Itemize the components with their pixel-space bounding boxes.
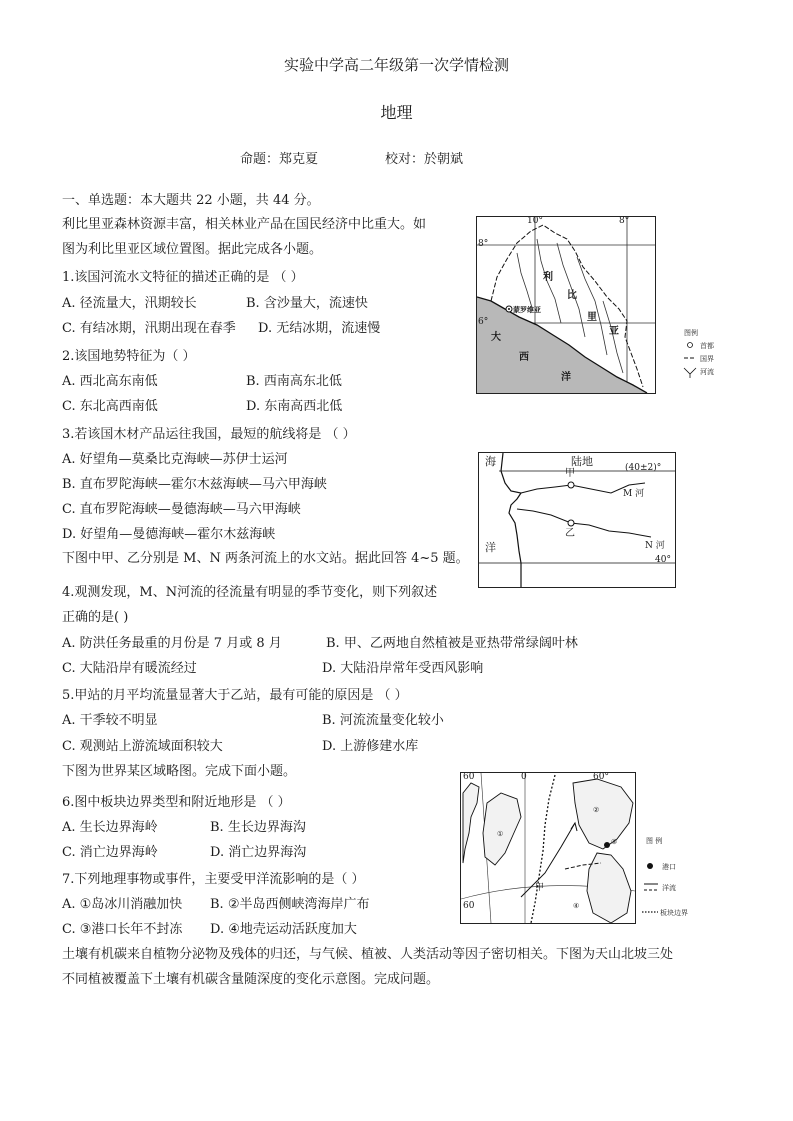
lat-label-40: 40°	[655, 555, 671, 565]
q2-option-c: C. 东北高西南低	[62, 399, 158, 414]
intro-soil-line1: 土壤有机碳来自植物分泌物及残体的归还，与气候、植被、人类活动等因子密切相关。下图为天山北坡三处	[62, 947, 674, 962]
q2-option-d: D. 东南高西北低	[246, 399, 343, 414]
q6-option-b: B. 生长边界海沟	[210, 820, 306, 835]
subject-title: 地理	[380, 103, 413, 122]
legend3-port-symbol	[647, 863, 653, 869]
q4-option-d: D. 大陆沿岸常年受西风影响	[322, 661, 484, 676]
liberia-map-legend	[656, 320, 726, 392]
q1-option-c: C. 有结冰期，汛期出现在春季	[62, 321, 236, 336]
capital-marker-dot	[508, 308, 510, 310]
lat-label-60: 60	[463, 901, 475, 911]
land-label: 陆地	[571, 455, 593, 468]
landmass-west	[463, 783, 479, 863]
q3-option-c: C. 直布罗陀海峡—曼德海峡—马六甲海峡	[62, 502, 301, 517]
lon-label-60w: 60	[463, 772, 475, 782]
mark-4: ④	[573, 902, 580, 910]
legend-river-label: 河流	[700, 368, 714, 376]
legend-river-symbol	[684, 368, 696, 378]
river	[603, 301, 623, 373]
ocean-char-3: 洋	[561, 372, 571, 383]
mark-1: ①	[497, 830, 504, 838]
exam-title: 实验中学高二年级第一次学情检测	[283, 56, 509, 74]
legend-border-label: 国界	[700, 355, 714, 363]
m-river-label: M 河	[623, 489, 645, 499]
legend-capital-symbol	[688, 343, 693, 348]
question-4-stem-line1: 4.观测发现，M、N河流的径流量有明显的季节变化，则下列叙述	[62, 585, 438, 600]
lon-label-10: 10°	[527, 216, 543, 226]
country-char-2: 比	[567, 290, 577, 301]
intro-liberia-line2: 图为利比里亚区域位置图。据此完成各小题。	[62, 242, 323, 257]
ocean-char-1: 大	[491, 332, 501, 343]
peninsula-2	[573, 779, 633, 849]
lat-label-6: 6°	[478, 317, 489, 327]
n-river	[517, 509, 651, 537]
coastline	[501, 453, 521, 587]
country-char-1: 利	[543, 272, 553, 283]
q3-option-d: D. 好望角—曼德海峡—霍尔木兹海峡	[62, 527, 276, 542]
question-4-stem-line2: 正确的是( )	[62, 610, 129, 625]
legend3-current-label: 洋流	[662, 884, 676, 892]
q5-option-b: B. 河流流量变化较小	[322, 713, 444, 728]
lon-label-60e: 60°	[593, 772, 609, 782]
q4-option-a: A. 防洪任务最重的月份是 7 月或 8 月	[62, 636, 282, 651]
q4-option-c: C. 大陆沿岸有暖流经过	[62, 661, 197, 676]
section-heading: 一、单选题：本大题共 22 小题，共 44 分。	[62, 193, 320, 208]
river	[517, 253, 533, 311]
port-marker	[604, 842, 610, 848]
station-yi-label: 乙	[565, 528, 575, 539]
q4-option-b: B. 甲、乙两地自然植被是亚热带常绿阔叶林	[326, 636, 578, 651]
station-jia-marker	[568, 482, 574, 488]
lat-label-8: 8°	[478, 239, 489, 249]
legend-capital-label: 首都	[700, 342, 714, 350]
legend3-title: 图 例	[646, 837, 663, 845]
legend-symbols	[656, 320, 726, 392]
q3-option-b: B. 直布罗陀海峡—霍尔木兹海峡—马六甲海峡	[62, 477, 327, 492]
intro-world-region: 下图为世界某区域略图。完成下面小题。	[62, 764, 297, 779]
question-2-stem: 2.该国地势特征为（ ）	[62, 349, 196, 364]
q5-option-d: D. 上游修建水库	[322, 739, 419, 754]
q3-option-a: A. 好望角—莫桑比克海峡—苏伊士运河	[62, 452, 288, 467]
question-3-stem: 3.若该国木材产品运往我国，最短的航线将是 （ ）	[62, 427, 356, 442]
liberia-map	[476, 216, 656, 394]
landmass-east	[587, 853, 631, 923]
question-5-stem: 5.甲站的月平均流量显著大于乙站，最有可能的原因是 （ ）	[62, 688, 408, 703]
liberia-map-drawing	[477, 217, 655, 393]
world-map-legend	[640, 836, 700, 922]
intro-liberia-line1: 利比里亚森林资源丰富，相关林业产品在国民经济中比重大。如	[62, 217, 427, 232]
lon-label-8: 8°	[619, 216, 630, 226]
river-stations-map	[478, 452, 676, 588]
question-7-stem: 7.下列地理事物或事件，主要受甲洋流影响的是（ ）	[62, 872, 365, 887]
current-jia-arrow	[571, 823, 577, 831]
question-6-stem: 6.图中板块边界类型和附近地形是 （ ）	[62, 795, 291, 810]
q1-option-a: A. 径流量大，汛期较长	[62, 296, 197, 311]
mark-2: ②	[593, 806, 600, 814]
question-1-stem: 1.该国河流水文特征的描述正确的是 （ ）	[62, 270, 304, 285]
q1-option-b: B. 含沙量大，流速快	[246, 296, 368, 311]
country-char-3: 里	[587, 312, 597, 323]
intro-soil-line2: 不同植被覆盖下土壤有机碳含量随深度的变化示意图。完成问题。	[62, 972, 440, 987]
q6-option-c: C. 消亡边界海岭	[62, 845, 158, 860]
reviewer-line: 校对：於朝斌	[385, 152, 464, 167]
river	[577, 257, 607, 355]
plate-boundary	[531, 775, 555, 923]
capital-label: 蒙罗维亚	[513, 305, 541, 314]
river-map-drawing	[479, 453, 675, 587]
legend3-port-label: 港口	[662, 863, 676, 871]
current-jia-label: 甲	[535, 883, 545, 893]
lat-label-40-plus: (40±2)°	[625, 463, 662, 473]
q7-option-b: B. ②半岛西侧峡湾海岸广布	[210, 897, 370, 912]
ocean-char-2: 西	[519, 352, 529, 363]
country-char-4: 亚	[609, 326, 619, 337]
q2-option-a: A. 西北高东南低	[62, 374, 158, 389]
station-jia-label: 甲	[565, 468, 575, 479]
station-yi-marker	[568, 520, 574, 526]
q5-option-a: A. 干季较不明显	[62, 713, 158, 728]
legend-title: 图例	[684, 329, 698, 337]
author-line: 命题：郑克夏	[240, 152, 319, 167]
q6-option-a: A. 生长边界海岭	[62, 820, 158, 835]
n-river-label: N 河	[645, 541, 665, 551]
q7-option-a: A. ①岛冰川消融加快	[62, 897, 183, 912]
lon-label-0: 0	[521, 772, 527, 782]
q2-option-b: B. 西南高东北低	[246, 374, 342, 389]
q7-option-d: D. ④地壳运动活跃度加大	[210, 922, 357, 937]
q5-option-c: C. 观测站上游流域面积较大	[62, 739, 223, 754]
world-region-drawing	[461, 773, 635, 923]
legend3-boundary-label: 板块边界	[660, 909, 688, 917]
ocean-label: 洋	[485, 541, 496, 554]
q7-option-c: C. ③港口长年不封冻	[62, 922, 183, 937]
mark-3: ③	[611, 838, 618, 846]
sea-label: 海	[485, 455, 496, 468]
world-region-map	[460, 772, 636, 924]
q1-option-d: D. 无结冰期，流速慢	[258, 321, 381, 336]
q6-option-d: D. 消亡边界海沟	[210, 845, 307, 860]
intro-rivers: 下图中甲、乙分别是 M、N 两条河流上的水文站。据此回答 4~5 题。	[62, 551, 469, 566]
